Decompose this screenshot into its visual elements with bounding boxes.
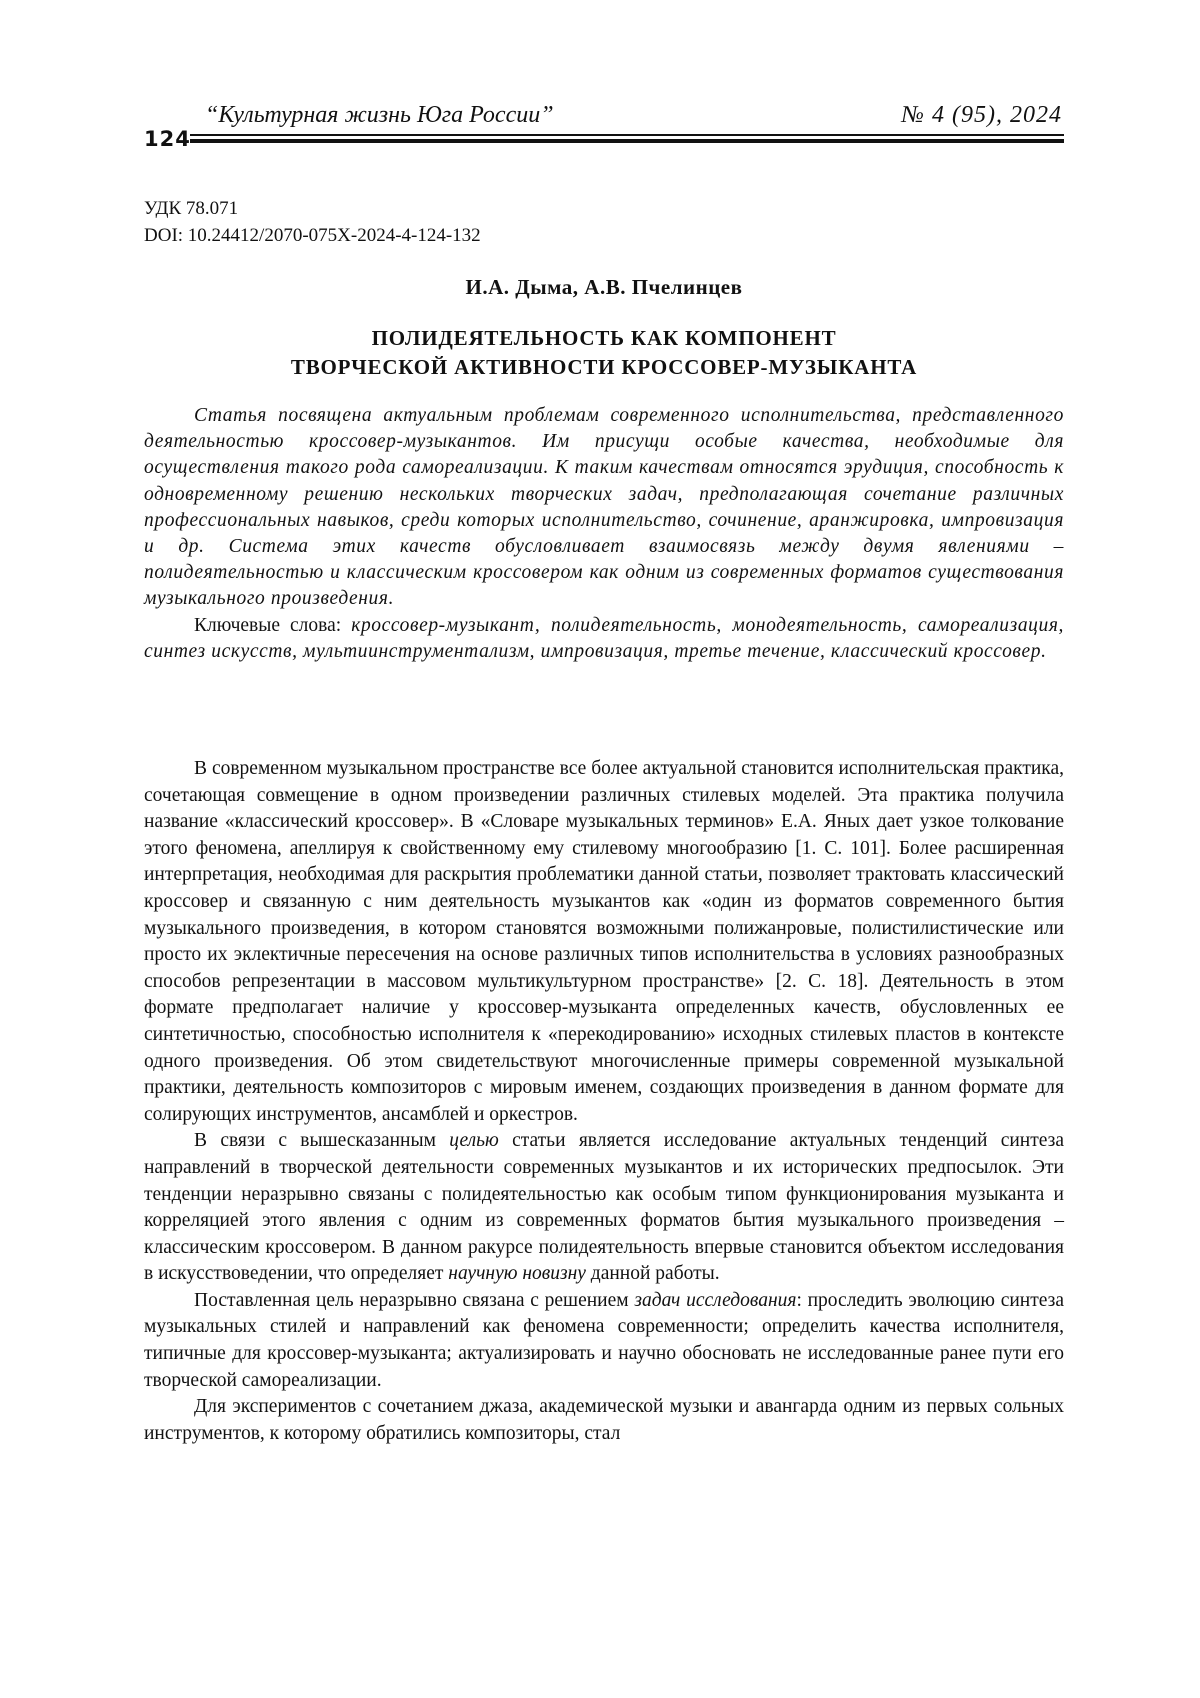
keywords-label: Ключевые слова:	[194, 615, 341, 636]
keywords	[144, 613, 1064, 665]
journal-page	[0, 0, 1200, 1698]
doi: DOI: 10.24412/2070-075Х-2024-4-124-132	[144, 222, 481, 249]
abstract-text: Статья посвящена актуальным проблемам современного исполнительства, представленного деятельностью кроссовер-музыкантов. Им присущи особые качества, необходимые для осуществления такого рода самореализации. К таким качествам относятся эрудиция, способность к одновременному решению нескольких творческих задач, предполагающая сочетание различных профессиональных навыков, среди которых исполнительство, сочинение, аранжировка, импровизация и др. Система этих качеств обусловливает взаимосвязь между двумя явлениями – полидеятельностью и классическим кроссовером как одним из современных форматов существования музыкального произведения.	[144, 403, 1064, 613]
header-rule-thick	[190, 139, 1064, 143]
body-paragraph-4: Для экспериментов с сочетанием джаза, академической музыки и авангарда одним из первых сольных инструментов, к которому обратились композиторы, стал	[144, 1394, 1064, 1447]
p2-emphasis-goal: целью	[449, 1130, 499, 1151]
p2-text-e: данной работы.	[591, 1263, 720, 1284]
p2-text-c: статьи является исследование актуальных тенденций синтеза направлений в творческой деятельности современных музыкантов и их исторических предпосылок. Эти тенденции неразрывно связаны с полидеятельностью как особым типом функционирования музыканта и корреляцией этого явления с одним из современных форматов бытия музыкального произведения – классическим кроссовером. В данном ракурсе полидеятельность впервые становится объектом исследования в искусствоведении, что определяет	[144, 1130, 1064, 1284]
p3-text-c: : проследить эволюцию синтеза музыкальных стилей и направлений как феномена современности; определить качества исполнителя, типичные для кроссовер-музыканта; актуализировать и научно обосновать не исследованные ранее пути его творческой самореализации.	[144, 1290, 1064, 1391]
article-title	[144, 324, 1064, 382]
header-rule-thin	[190, 134, 1064, 136]
title-line-1: ПОЛИДЕЯТЕЛЬНОСТЬ КАК КОМПОНЕНТ	[144, 324, 1064, 353]
body-paragraph-1: В современном музыкальном пространстве все более актуальной становится исполнительская практика, сочетающая совмещение в одном произведении различных стилевых моделей. Эта практика получила название «классический кроссовер». В «Словаре музыкальных терминов» Е.А. Яных дает узкое толкование этого феномена, апеллируя к свойственному ему стилевому многообразию [1. С. 101]. Более расширенная интерпретация, необходимая для раскрытия проблематики данной статьи, позволяет трактовать классический кроссовер и связанную с ним деятельность музыкантов как «один из форматов современного бытия музыкального произведения, в котором становятся возможными полижанровые, полистилистические или просто их эклектичные пересечения на основе различных типов исполнительства в условиях разнообразных способов репрезентации в массовом мультикультурном пространстве» [2. С. 18]. Деятельность в этом формате предполагает наличие у кроссовер-музыканта определенных качеств, обусловленных ее синтетичностью, способностью исполнителя к «перекодированию» исходных стилевых пластов в контексте одного произведения. Об этом свидетельствуют многочисленные примеры современной музыкальной практики, деятельность композиторов с мировым именем, создающих произведения в данном формате для солирующих инструментов, ансамблей и оркестров.	[144, 756, 1064, 1128]
abstract	[144, 403, 1064, 665]
article-body	[144, 756, 1064, 1447]
body-paragraph-2	[144, 1128, 1064, 1288]
issue-number: № 4 (95), 2024	[901, 102, 1062, 129]
keywords-list: кроссовер-музыкант, полидеятельность, монодеятельность, самореализация, синтез искусств, мультиинструментализм, импровизация, третье течение, классический кроссовер.	[144, 615, 1064, 662]
running-header	[144, 100, 1064, 152]
authors: И.А. Дыма, А.В. Пчелинцев	[144, 275, 1064, 300]
body-paragraph-3	[144, 1288, 1064, 1394]
udc-code: УДК 78.071	[144, 195, 481, 222]
p2-emphasis-novelty: научную новизну	[448, 1263, 586, 1284]
p2-text-a: В связи с вышесказанным	[194, 1130, 436, 1151]
title-line-2: ТВОРЧЕСКОЙ АКТИВНОСТИ КРОССОВЕР-МУЗЫКАНТА	[144, 353, 1064, 382]
p3-emphasis-tasks: задач исследования	[634, 1290, 796, 1311]
page-number: 124	[144, 127, 191, 151]
article-meta	[144, 195, 481, 249]
journal-title: “Культурная жизнь Юга России”	[205, 102, 554, 129]
p3-text-a: Поставленная цель неразрывно связана с решением	[194, 1290, 629, 1311]
